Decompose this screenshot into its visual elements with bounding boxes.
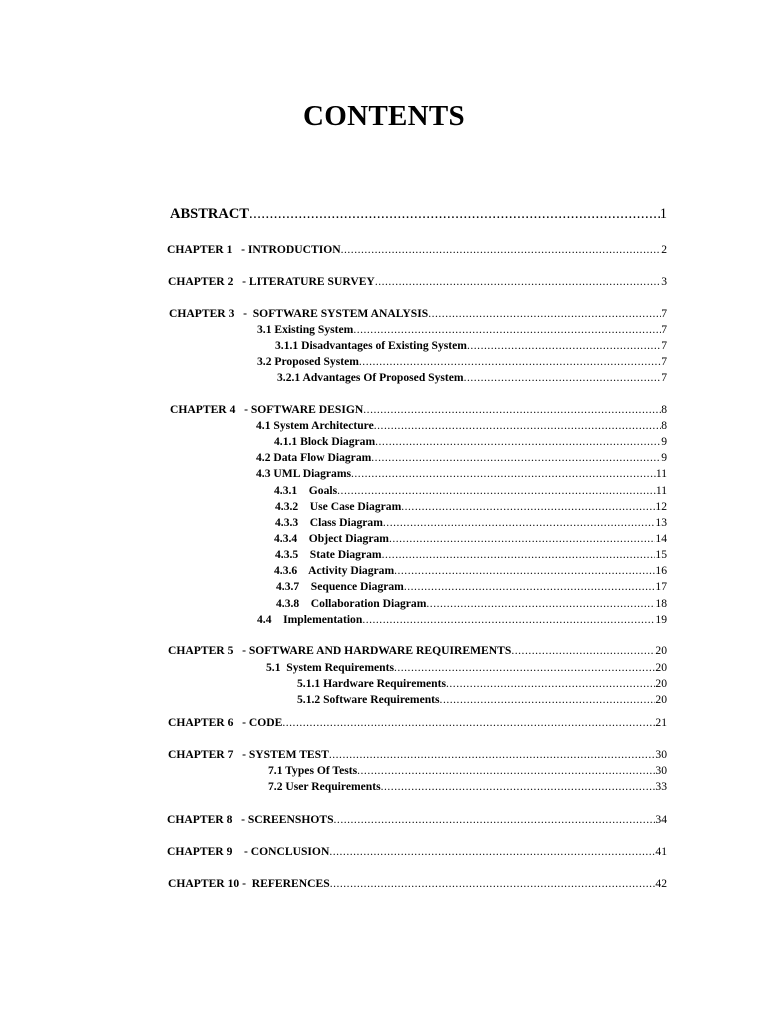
toc-dot-leader: [428, 306, 661, 322]
toc-entry-title: 4.1.1 Block Diagram: [274, 435, 376, 448]
toc-entry: [168, 876, 667, 892]
toc-entry: [256, 466, 667, 482]
toc-entry-title: 4.3.2 Use Case Diagram: [275, 500, 402, 513]
toc-entry-page: 21: [655, 716, 667, 729]
toc-dot-leader: [334, 812, 656, 828]
toc-entry: [168, 643, 667, 659]
toc-entry: [168, 747, 667, 763]
toc-dot-leader: [383, 515, 656, 531]
toc-entry: [297, 676, 667, 692]
toc-entry-page: 7: [661, 355, 667, 368]
toc-entry-title: 4.2 Data Flow Diagram: [256, 451, 372, 464]
toc-entry: [275, 547, 667, 563]
toc-dot-leader: [401, 499, 655, 515]
toc-entry-page: 20: [655, 693, 667, 706]
toc-dot-leader: [375, 274, 661, 290]
toc-dot-leader: [363, 402, 661, 418]
toc-dot-leader: [337, 483, 656, 499]
toc-entry-title: 4.3.4 Object Diagram: [274, 532, 389, 545]
toc-entry-page: 11: [655, 484, 667, 497]
toc-entry-title: 5.1 System Requirements: [266, 661, 394, 674]
toc-entry-page: 11: [655, 467, 667, 480]
toc-dot-leader: [394, 563, 655, 579]
toc-entry-page: 1: [659, 206, 667, 222]
toc-entry: [169, 306, 667, 322]
toc-entry-page: 20: [655, 661, 667, 674]
toc-entry-title: 5.1.2 Software Requirements: [297, 693, 440, 706]
toc-dot-leader: [375, 434, 661, 450]
toc-entry: [268, 763, 667, 779]
toc-entry: [274, 434, 667, 450]
toc-entry: [257, 354, 667, 370]
toc-dot-leader: [359, 354, 661, 370]
toc-dot-leader: [404, 579, 656, 595]
toc-entry-title: 4.3.1 Goals: [274, 484, 338, 497]
toc-entry-page: 19: [655, 613, 667, 626]
toc-entry-title: CHAPTER 2 - LITERATURE SURVEY: [168, 275, 375, 288]
toc-entry-page: 7: [661, 307, 667, 320]
toc-dot-leader: [371, 450, 661, 466]
toc-dot-leader: [330, 876, 656, 892]
toc-entry-title: CHAPTER 10 - REFERENCES: [168, 877, 330, 890]
toc-dot-leader: [426, 596, 655, 612]
toc-entry-title: 4.3.5 State Diagram: [275, 548, 382, 561]
toc-entry-page: 8: [661, 419, 667, 432]
toc-entry: [275, 338, 667, 354]
toc-entry: [168, 715, 667, 731]
toc-entry: [274, 531, 667, 547]
toc-entry-title: 3.2 Proposed System: [257, 355, 359, 368]
toc-entry-page: 18: [655, 597, 667, 610]
toc-entry-title: 4.3 UML Diagrams: [256, 467, 351, 480]
toc-entry: [257, 322, 667, 338]
toc-dot-leader: [329, 747, 656, 763]
toc-entry-page: 17: [655, 580, 667, 593]
page-title: CONTENTS: [303, 100, 465, 132]
toc-entry: [297, 692, 667, 708]
toc-entry-page: 3: [661, 275, 667, 288]
toc-dot-leader: [374, 418, 661, 434]
toc-dot-leader: [282, 715, 655, 731]
toc-entry-title: 5.1.1 Hardware Requirements: [297, 677, 446, 690]
toc-entry-page: 8: [661, 403, 667, 416]
toc-dot-leader: [446, 676, 655, 692]
toc-entry: [256, 450, 667, 466]
toc-entry: [276, 596, 667, 612]
toc-dot-leader: [357, 763, 655, 779]
toc-entry-title: 4.3.6 Activity Diagram: [274, 564, 395, 577]
toc-dot-leader: [464, 370, 662, 386]
toc-dot-leader: [389, 531, 655, 547]
toc-dot-leader: [467, 338, 661, 354]
toc-entry-page: 14: [655, 532, 667, 545]
toc-dot-leader: [511, 643, 655, 659]
toc-dot-leader: [249, 204, 660, 224]
toc-entry-page: 30: [655, 764, 667, 777]
toc-entry-page: 9: [661, 435, 667, 448]
toc-entry-page: 7: [661, 371, 667, 384]
toc-entry: [266, 660, 667, 676]
toc-dot-leader: [351, 466, 656, 482]
toc-entry: [275, 515, 667, 531]
toc-entry-page: 41: [655, 845, 667, 858]
toc-entry-page: 20: [655, 644, 667, 657]
toc-entry-page: 16: [655, 564, 667, 577]
toc-entry: [275, 499, 667, 515]
toc-entry-title: CHAPTER 1 - INTRODUCTION: [167, 243, 341, 256]
toc-entry-page: 2: [661, 243, 667, 256]
toc-entry-page: 30: [655, 748, 667, 761]
toc-entry-title: 4.1 System Architecture: [256, 419, 374, 432]
toc-dot-leader: [382, 547, 656, 563]
toc-entry-title: 3.2.1 Advantages Of Proposed System: [277, 371, 464, 384]
toc-entry: [277, 370, 667, 386]
toc-entry-page: 15: [655, 548, 667, 561]
toc-dot-leader: [353, 322, 661, 338]
toc-entry-page: 12: [655, 500, 667, 513]
toc-entry-page: 9: [661, 451, 667, 464]
toc-entry-title: CHAPTER 8 - SCREENSHOTS: [167, 813, 334, 826]
toc-entry-page: 13: [655, 516, 667, 529]
toc-entry-page: 7: [661, 339, 667, 352]
toc-entry: [170, 204, 667, 224]
toc-dot-leader: [329, 844, 655, 860]
toc-entry: [257, 612, 667, 628]
toc-entry-title: CHAPTER 5 - SOFTWARE AND HARDWARE REQUIREMENTS: [168, 644, 512, 657]
toc-entry-title: 4.3.7 Sequence Diagram: [276, 580, 404, 593]
toc-entry: [274, 563, 667, 579]
toc-entry: [167, 242, 667, 258]
toc-entry-page: 42: [655, 877, 667, 890]
toc-entry-title: 7.2 User Requirements: [268, 780, 381, 793]
toc-entry: [256, 418, 667, 434]
toc-entry-title: 4.4 Implementation: [257, 613, 363, 626]
toc-dot-leader: [362, 612, 655, 628]
toc-entry-title: 4.3.8 Collaboration Diagram: [276, 597, 427, 610]
toc-entry: [274, 483, 667, 499]
toc-entry-title: 3.1 Existing System: [257, 323, 354, 336]
toc-dot-leader: [394, 660, 655, 676]
toc-entry: [167, 812, 667, 828]
toc-entry: [170, 402, 667, 418]
toc-entry: [268, 779, 667, 795]
toc-dot-leader: [341, 242, 662, 258]
toc-entry-title: ABSTRACT: [170, 206, 249, 222]
toc-entry: [167, 844, 667, 860]
toc-entry-title: 7.1 Types Of Tests: [268, 764, 358, 777]
toc-entry-title: CHAPTER 6 - CODE: [168, 716, 283, 729]
toc-entry-title: CHAPTER 9 - CONCLUSION: [167, 845, 330, 858]
toc-dot-leader: [440, 692, 656, 708]
toc-dot-leader: [381, 779, 656, 795]
toc-entry: [168, 274, 667, 290]
toc-entry-page: 33: [655, 780, 667, 793]
toc-entry: [276, 579, 667, 595]
toc-entry-title: CHAPTER 4 - SOFTWARE DESIGN: [170, 403, 364, 416]
toc-entry-title: 4.3.3 Class Diagram: [275, 516, 383, 529]
toc-entry-title: CHAPTER 3 - SOFTWARE SYSTEM ANALYSIS: [169, 307, 429, 320]
toc-entry-page: 7: [661, 323, 667, 336]
toc-entry-page: 34: [655, 813, 667, 826]
toc-entry-page: 20: [655, 677, 667, 690]
toc-entry-title: 3.1.1 Disadvantages of Existing System: [275, 339, 467, 352]
toc-entry-title: CHAPTER 7 - SYSTEM TEST: [168, 748, 329, 761]
